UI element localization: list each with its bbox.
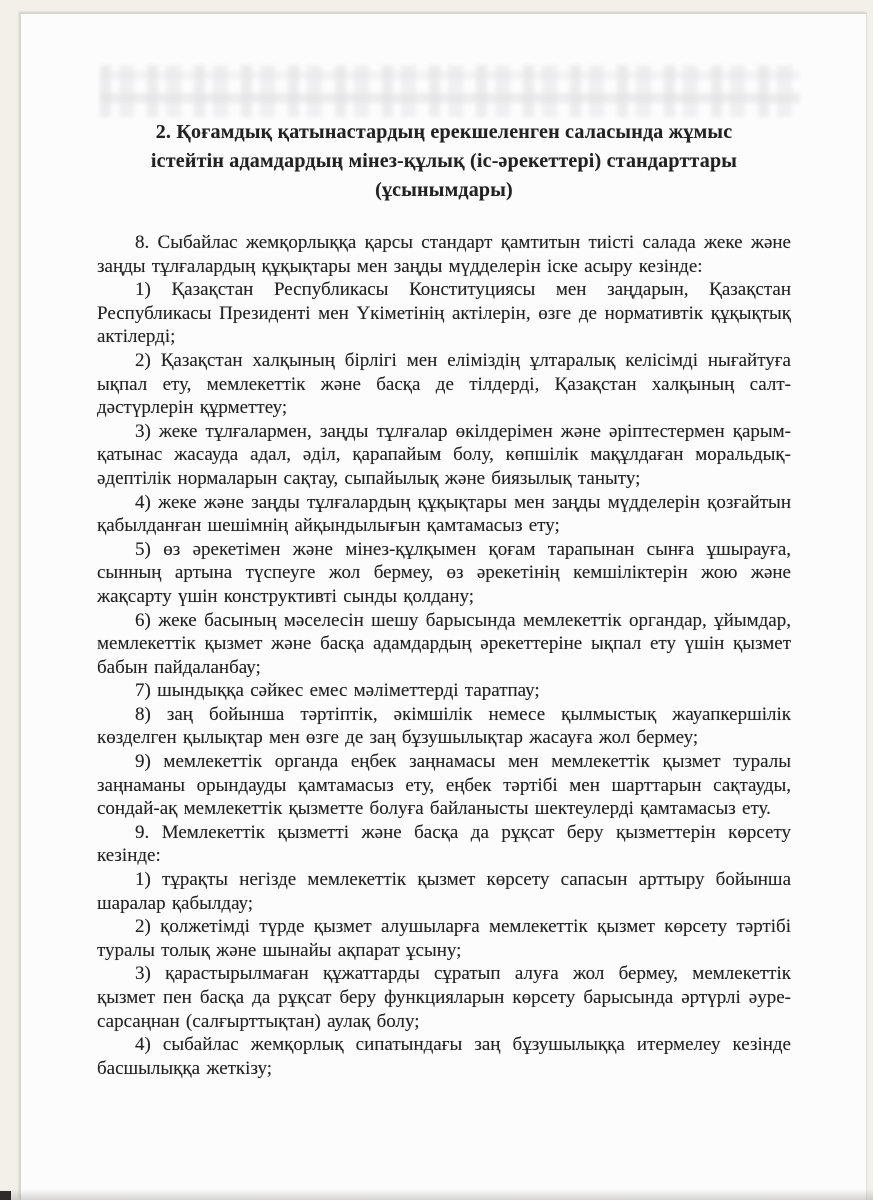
body-paragraph: 8. Сыбайлас жемқорлыққа қарсы стандарт қамтитын тиісті салада жеке және заңды тұлғалардың құқықтары мен заңды мүдделерін іске асыру кезінде: <box>97 232 791 277</box>
body-paragraph: 3) жеке тұлғалармен, заңды тұлғалар өкілдерімен және әріптестермен қарым-қатынас жасауда адал, әділ, қарапайым болу, көпшілік мақұлдаған моральдық-әдептілік нормаларын сақтау, сыпайылық және биязылық таныту; <box>97 420 791 489</box>
body-paragraph: 1) Қазақстан Республикасы Конституциясы мен заңдарын, Қазақстан Республикасы Президенті мен Үкіметінің актілерін, өзге де нормативтік құқықтық актілерді; <box>97 279 791 348</box>
body-paragraph: 2) қолжетімді түрде қызмет алушыларға мемлекеттік қызмет көрсету тәртібі туралы толық және шынайы ақпарат ұсыну; <box>97 916 791 961</box>
body-paragraph: 4) жеке және заңды тұлғалардың құқықтары мен заңды мүдделерін қозғайтын қабылданған шешімнің айқындылығын қамтамасыз ету; <box>97 491 791 537</box>
section-heading: 2. Қоғамдық қатынастардың ерекшеленген саласында жұмыс істейтін адамдардың мінез-құлық (іс-әрекеттері) стандарттары (ұсынымдары) <box>150 121 738 201</box>
scan-bleedthrough-artifact <box>100 65 800 117</box>
body-paragraph: 9) мемлекеттік органда еңбек заңнамасы мен мемлекеттік қызмет туралы заңнаманы орындауды қамтамасыз ету, еңбек тәртібі мен шарттарын сақтауды, сондай-ақ мемлекеттік қызметте болуға байланысты шектеулерді қамтамасыз ету. <box>97 751 791 820</box>
body-paragraph: 4) сыбайлас жемқорлық сипатындағы заң бұзушылыққа итермелеу кезінде басшылыққа жеткізу; <box>97 1034 791 1079</box>
scan-corner-artifact <box>0 1191 11 1200</box>
body-paragraph: 6) жеке басының мәселесін шешу барысында мемлекеттік органдар, ұйымдар, мемлекеттік қызмет және басқа адамдардың әрекеттеріне ықпал ету үшін қызмет бабын пайдаланбау; <box>97 609 791 678</box>
body-paragraph: 3) қарастырылмаған құжаттарды сұратып алуға жол бермеу, мемлекеттік қызмет пен басқа да рұқсат беру функцияларын көрсету барысында әртүрлі әуре-сарсаңнан (салғырттықтан) аулақ болу; <box>97 963 791 1032</box>
body-paragraph: 7) шындыққа сәйкес емес мәліметтерді таратпау; <box>135 680 540 702</box>
body-paragraph: 1) тұрақты негізде мемлекеттік қызмет көрсету сапасын арттыру бойынша шаралар қабылдау; <box>97 869 791 914</box>
body-paragraph: 8) заң бойынша тәртіптік, әкімшілік немесе қылмыстық жауапкершілік көзделген қылықтар мен өзге де заң бұзушылықтар жасауға жол бермеу; <box>97 703 791 749</box>
body-paragraph: 5) өз әрекетімен және мінез-құлқымен қоғам тарапынан сынға ұшырауға, сынның артына түспеуге жол бермеу, өз әрекетінің кемшіліктерін жою және жақсарту үшін конструктивті сынды қолдану; <box>97 538 791 607</box>
scan-bottom-edge <box>0 1189 873 1200</box>
document-content <box>97 118 791 1080</box>
body-paragraph: 2) Қазақстан халқының бірлігі мен еліміздің ұлтаралық келісімді нығайтуға ықпал ету, мемлекеттік және басқа де тілдерді, Қазақстан халқының салт-дәстүрлерін құрметтеу; <box>97 349 791 419</box>
body-paragraph: 9. Мемлекеттік қызметті және басқа да рұқсат беру қызметтерін көрсету кезінде: <box>97 821 791 867</box>
